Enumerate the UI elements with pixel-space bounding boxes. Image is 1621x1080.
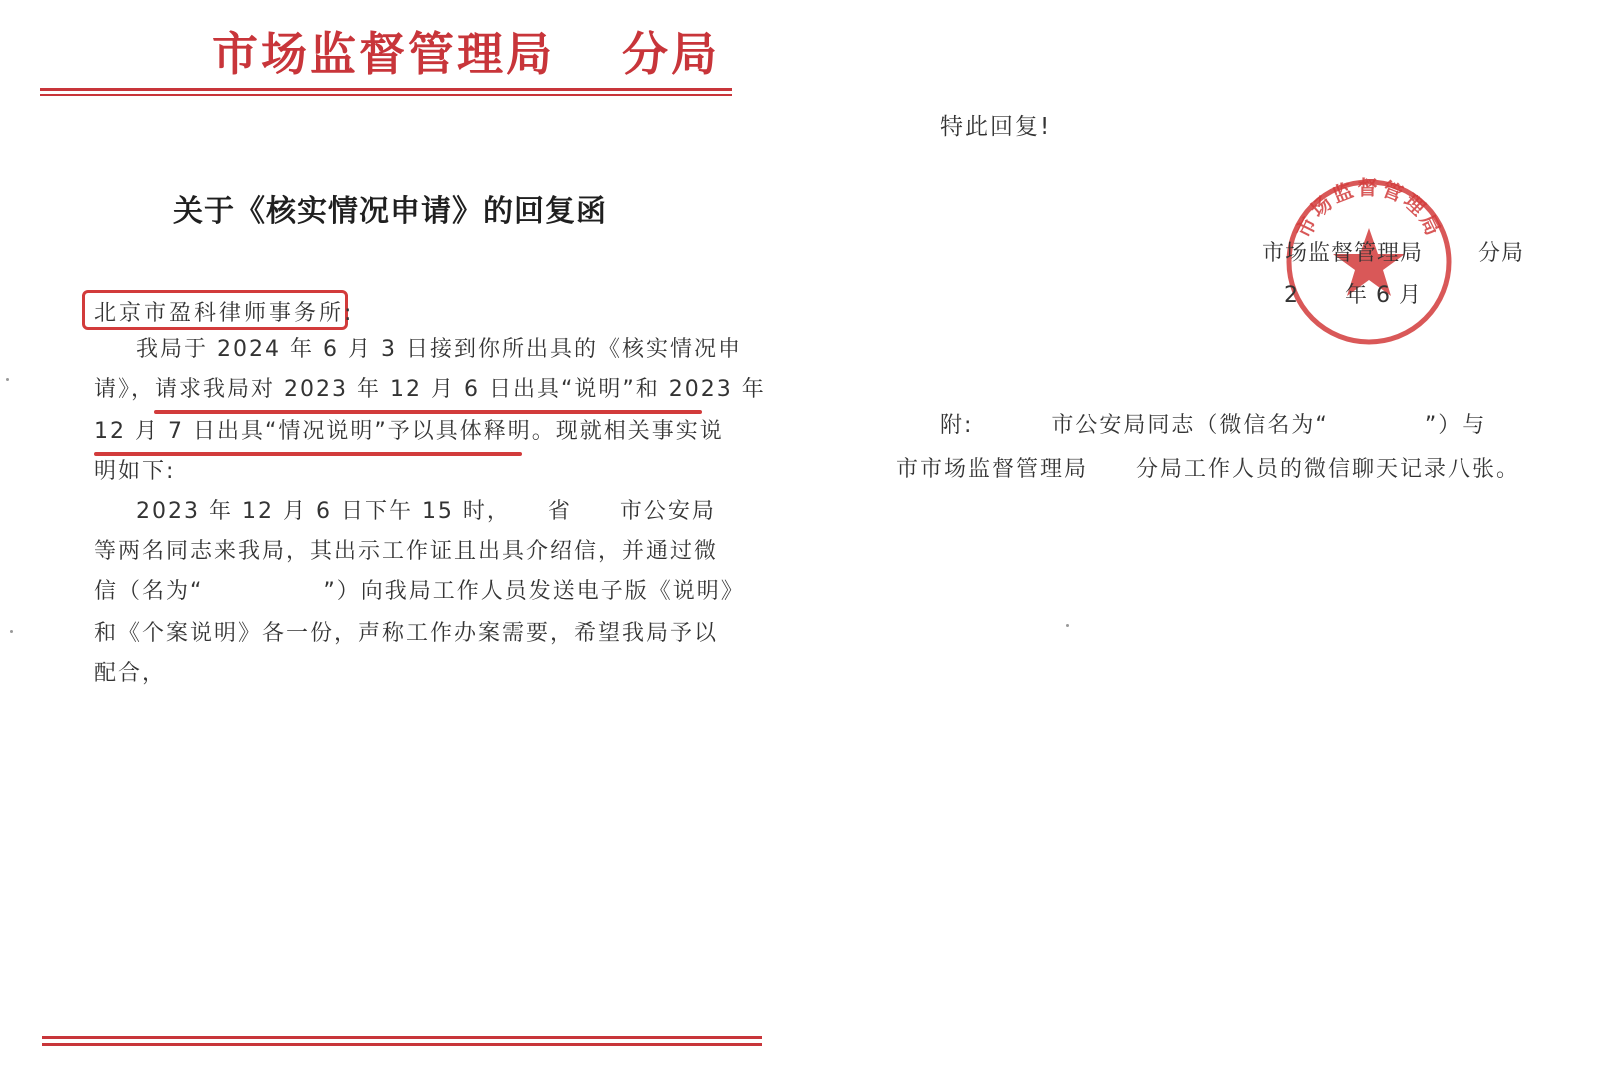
letterhead-office: 市场监督管理局 bbox=[212, 27, 555, 81]
body-line-9: 配合， bbox=[94, 661, 167, 686]
body-line-8: 和《个案说明》各一份，声称工作办案需要，希望我局予以 bbox=[94, 621, 719, 646]
body-line-6: 等两名同志来我局，其出示工作证且出具介绍信，并通过微 bbox=[94, 539, 719, 564]
letter-page-right bbox=[860, 0, 1621, 1080]
letterhead-branch: 分局 bbox=[622, 27, 720, 81]
body-line-1: 我局于 2024 年 6 月 3 日接到你所出具的《核实情况申 bbox=[136, 337, 742, 362]
footer-rule-thin bbox=[42, 1043, 762, 1046]
closing-remark: 特此回复! bbox=[940, 114, 1052, 140]
red-underline-2 bbox=[94, 452, 522, 456]
body-line-5: 2023 年 12 月 6 日下午 15 时， 省 市公安局 bbox=[136, 499, 716, 524]
scan-speck bbox=[6, 378, 9, 381]
body-line-4: 明如下: bbox=[94, 459, 176, 484]
body-line-2: 请》，请求我局对 2023 年 12 月 6 日出具“说明”和 2023 年 bbox=[94, 377, 766, 402]
attachment-text-1: 市公安局同志（微信名为“ ”）与 bbox=[1051, 413, 1487, 438]
document-title: 关于《核实情况申请》的回复函 bbox=[173, 194, 607, 229]
body-line-7: 信（名为“ ”）向我局工作人员发送电子版《说明》 bbox=[94, 579, 745, 604]
attachment-label: 附: bbox=[940, 413, 974, 438]
letterhead bbox=[212, 18, 732, 88]
letterhead-rule-thin bbox=[40, 94, 732, 96]
footer-rule-thick bbox=[42, 1036, 762, 1039]
scan-speck bbox=[1066, 624, 1069, 627]
scan-speck bbox=[10, 630, 13, 633]
signature-branch: 分局 bbox=[1478, 241, 1525, 266]
letterhead-rule-thick bbox=[40, 88, 732, 91]
body-line-3: 12 月 7 日出具“情况说明”予以具体释明。现就相关事实说 bbox=[94, 419, 724, 444]
signature-office: 市场监督管理局 bbox=[1262, 241, 1424, 266]
signature-date: 2 年 6 月 bbox=[1284, 283, 1422, 308]
attachment-line-1 bbox=[940, 408, 1486, 439]
attachment-line-2: 市市场监督管理局 分局工作人员的微信聊天记录八张。 bbox=[896, 457, 1521, 482]
recipient-line: 北京市盈科律师事务所: bbox=[94, 301, 355, 326]
red-underline-1 bbox=[154, 410, 702, 414]
seal-text: 市场监督管理局 bbox=[1291, 176, 1447, 242]
